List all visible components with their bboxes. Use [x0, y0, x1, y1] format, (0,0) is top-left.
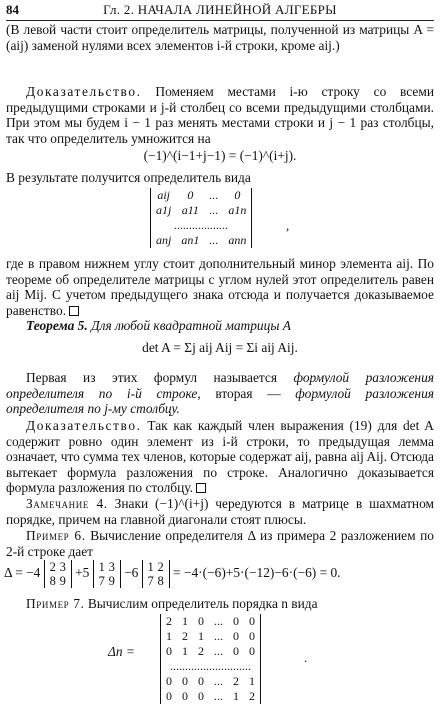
matrix-row	[151, 203, 252, 218]
matrix-cell: 1	[166, 629, 172, 643]
qed-icon	[69, 306, 79, 316]
matrix-cell: 0	[182, 689, 188, 703]
minor-cell: 2	[157, 560, 164, 574]
minor-matrix-2	[93, 560, 121, 588]
matrix-cell: a1j	[156, 203, 172, 217]
chapter-title: Гл. 2. НАЧАЛА ЛИНЕЙНОЙ АЛГЕБРЫ	[103, 2, 337, 17]
paragraph-formulas-names	[6, 370, 434, 417]
matrix-row	[161, 614, 261, 629]
remark-label: Замечание 4.	[26, 496, 108, 511]
page-number: 84	[6, 2, 19, 17]
running-header	[6, 2, 434, 21]
proof-label: Доказательство.	[26, 418, 142, 433]
text-segment: Первая из этих формул называется	[26, 370, 294, 385]
matrix-cell: a11	[181, 203, 199, 217]
matrix-row	[151, 188, 252, 203]
minor-cell: 3	[59, 560, 66, 574]
minor-matrix-1	[44, 560, 72, 588]
matrix-cell: aij	[157, 188, 170, 202]
matrix-cell: 1	[182, 614, 188, 628]
term-column-expansion: формулой разложения определителя по j-му столбцу.	[6, 385, 434, 416]
matrix-row	[161, 644, 261, 659]
formula-sign: (−1)^(i−1+j−1) = (−1)^(i+j).	[143, 148, 297, 163]
matrix-cell: ...	[209, 203, 219, 217]
example-7	[6, 596, 434, 612]
matrix-cell: 2	[182, 629, 188, 643]
theorem-text: Для любой квадратной матрицы A	[91, 318, 291, 333]
matrix-cell: an1	[181, 233, 200, 247]
minor-cell: 2	[49, 560, 56, 574]
matrix-cell: 0	[182, 674, 188, 688]
matrix-2-lhs: Δn =	[108, 644, 135, 659]
minor-cell: 9	[59, 574, 66, 588]
minor-cell: 7	[98, 574, 105, 588]
minor-row	[97, 574, 117, 588]
matrix-cell: 1	[198, 629, 204, 643]
matrix-cell: ...	[209, 188, 219, 202]
proof-text: Так как каждый член выражения (19) для det A содержит ровно один элемент из i-й строки, то предыдущая лемма означает, что сумма тех членов, которые содержат aij, равна aij Aij. Отсюда вытекает формула разложения по строке. Аналогично доказывается формула разложения по столбцу.	[6, 418, 434, 495]
matrix-dots-row: ...........................	[170, 659, 251, 673]
matrix-cell: ...	[214, 614, 223, 628]
matrix-cell: 0	[249, 644, 255, 658]
example-label: Пример 6.	[26, 528, 86, 543]
minor-row	[97, 560, 117, 574]
proof-text: Поменяем местами i-ю строку со всеми предыдущими строками и j-й столбец со всеми предыдущими столбцами. При этом мы будем i − 1 раз менять местами строки и j − 1 раз столбцы, так что определитель умножится на	[6, 84, 434, 146]
formula-expansion: det A = Σj aij Aij = Σi aij Aij.	[142, 340, 298, 355]
matrix-block-1	[150, 188, 252, 248]
coefficient: −6	[124, 565, 139, 581]
matrix-cell: 0	[233, 629, 239, 643]
matrix-cell: 0	[166, 674, 172, 688]
matrix-cell: 0	[249, 614, 255, 628]
text-segment: , вторая —	[197, 385, 296, 401]
matrix-cell: ...	[214, 689, 223, 703]
matrix-cell: 0	[187, 188, 194, 202]
matrix-row	[161, 629, 261, 644]
remark-4	[6, 496, 434, 527]
minor-row	[48, 574, 68, 588]
matrix-cell: ...	[209, 233, 219, 247]
minor-cell: 9	[108, 574, 115, 588]
matrix-cell: 0	[198, 689, 204, 703]
matrix-cell: anj	[156, 233, 172, 247]
paragraph-proof-2	[6, 418, 434, 496]
matrix-2-trail: .	[304, 650, 308, 665]
minor-matrix-3	[142, 560, 170, 588]
example-text: Вычисление определителя Δ из примера 2 разложением по 2-й строке дает	[6, 528, 434, 559]
minor-cell: 8	[157, 574, 164, 588]
example-text: Вычислим определитель порядка n вида	[87, 596, 318, 611]
matrix-1	[150, 188, 252, 248]
matrix-row	[151, 233, 252, 248]
remark-text: Знаки (−1)^(i+j) чередуются в матрице в шахматном порядке, причем на главной диагонали стоят плюсы.	[6, 496, 435, 527]
formula-delta	[4, 560, 436, 588]
matrix-cell: ...	[214, 644, 223, 658]
matrix-dots-row: ..................	[174, 218, 229, 232]
matrix-2	[160, 614, 261, 704]
matrix-cell: 0	[198, 614, 204, 628]
matrix-cell: 2	[166, 614, 172, 628]
paragraph-result: В результате получится определитель вида	[6, 170, 251, 185]
matrix-cell: ...	[214, 629, 223, 643]
matrix-row	[161, 659, 261, 674]
matrix-cell: 2	[249, 689, 255, 703]
matrix-cell: 0	[233, 644, 239, 658]
formula-lhs: Δ = −4	[4, 565, 41, 581]
minor-cell: 1	[98, 560, 105, 574]
paragraph-minor-text: где в правом нижнем углу стоит дополнительный минор элемента aij. По теореме об определителе матрицы с углом нулей этот определитель равен aij Mij. С учетом предыдущего знака отсюда и получается доказываемое равенство.	[6, 256, 434, 318]
matrix-cell: ...	[214, 674, 223, 688]
matrix-cell: 1	[249, 674, 255, 688]
minor-row	[146, 574, 166, 588]
minor-cell: 1	[147, 560, 154, 574]
matrix-cell: 0	[233, 614, 239, 628]
matrix-cell: 2	[198, 644, 204, 658]
minor-cell: 3	[108, 560, 115, 574]
term-row-expansion: формулой разложения определителя по i-й строке	[6, 370, 434, 401]
theorem-label: Теорема 5.	[26, 318, 88, 333]
paragraph-proof-1	[6, 84, 434, 146]
minor-row	[146, 560, 166, 574]
theorem-5	[6, 318, 434, 334]
matrix-block-2	[160, 614, 261, 704]
matrix-cell: 0	[166, 689, 172, 703]
matrix-cell: a1n	[228, 203, 247, 217]
formula-rhs: = −4·(−6)+5·(−12)−6·(−6) = 0.	[173, 565, 341, 581]
matrix-cell: 0	[166, 644, 172, 658]
proof-label: Доказательство.	[26, 84, 142, 99]
matrix-row	[161, 674, 261, 689]
matrix-cell: 0	[249, 629, 255, 643]
matrix-cell: 0	[234, 188, 241, 202]
matrix-cell: 1	[233, 689, 239, 703]
minor-cell: 8	[49, 574, 56, 588]
matrix-cell: 1	[182, 644, 188, 658]
matrix-cell: 2	[233, 674, 239, 688]
matrix-row	[161, 689, 261, 704]
matrix-row	[151, 218, 252, 233]
matrix-cell: 0	[198, 674, 204, 688]
paragraph-minor	[6, 256, 434, 318]
qed-icon	[196, 483, 206, 493]
minor-row	[48, 560, 68, 574]
coefficient: +5	[75, 565, 90, 581]
matrix-1-trail: ,	[286, 218, 290, 233]
matrix-cell: ann	[228, 233, 247, 247]
minor-cell: 7	[147, 574, 154, 588]
paragraph-lemma-note: (В левой части стоит определитель матрицы, полученной из матрицы A = (aij) заменой нулями всех элементов i-й строки, кроме aij.)	[6, 22, 434, 53]
example-label: Пример 7.	[26, 596, 85, 611]
example-6	[6, 528, 434, 559]
